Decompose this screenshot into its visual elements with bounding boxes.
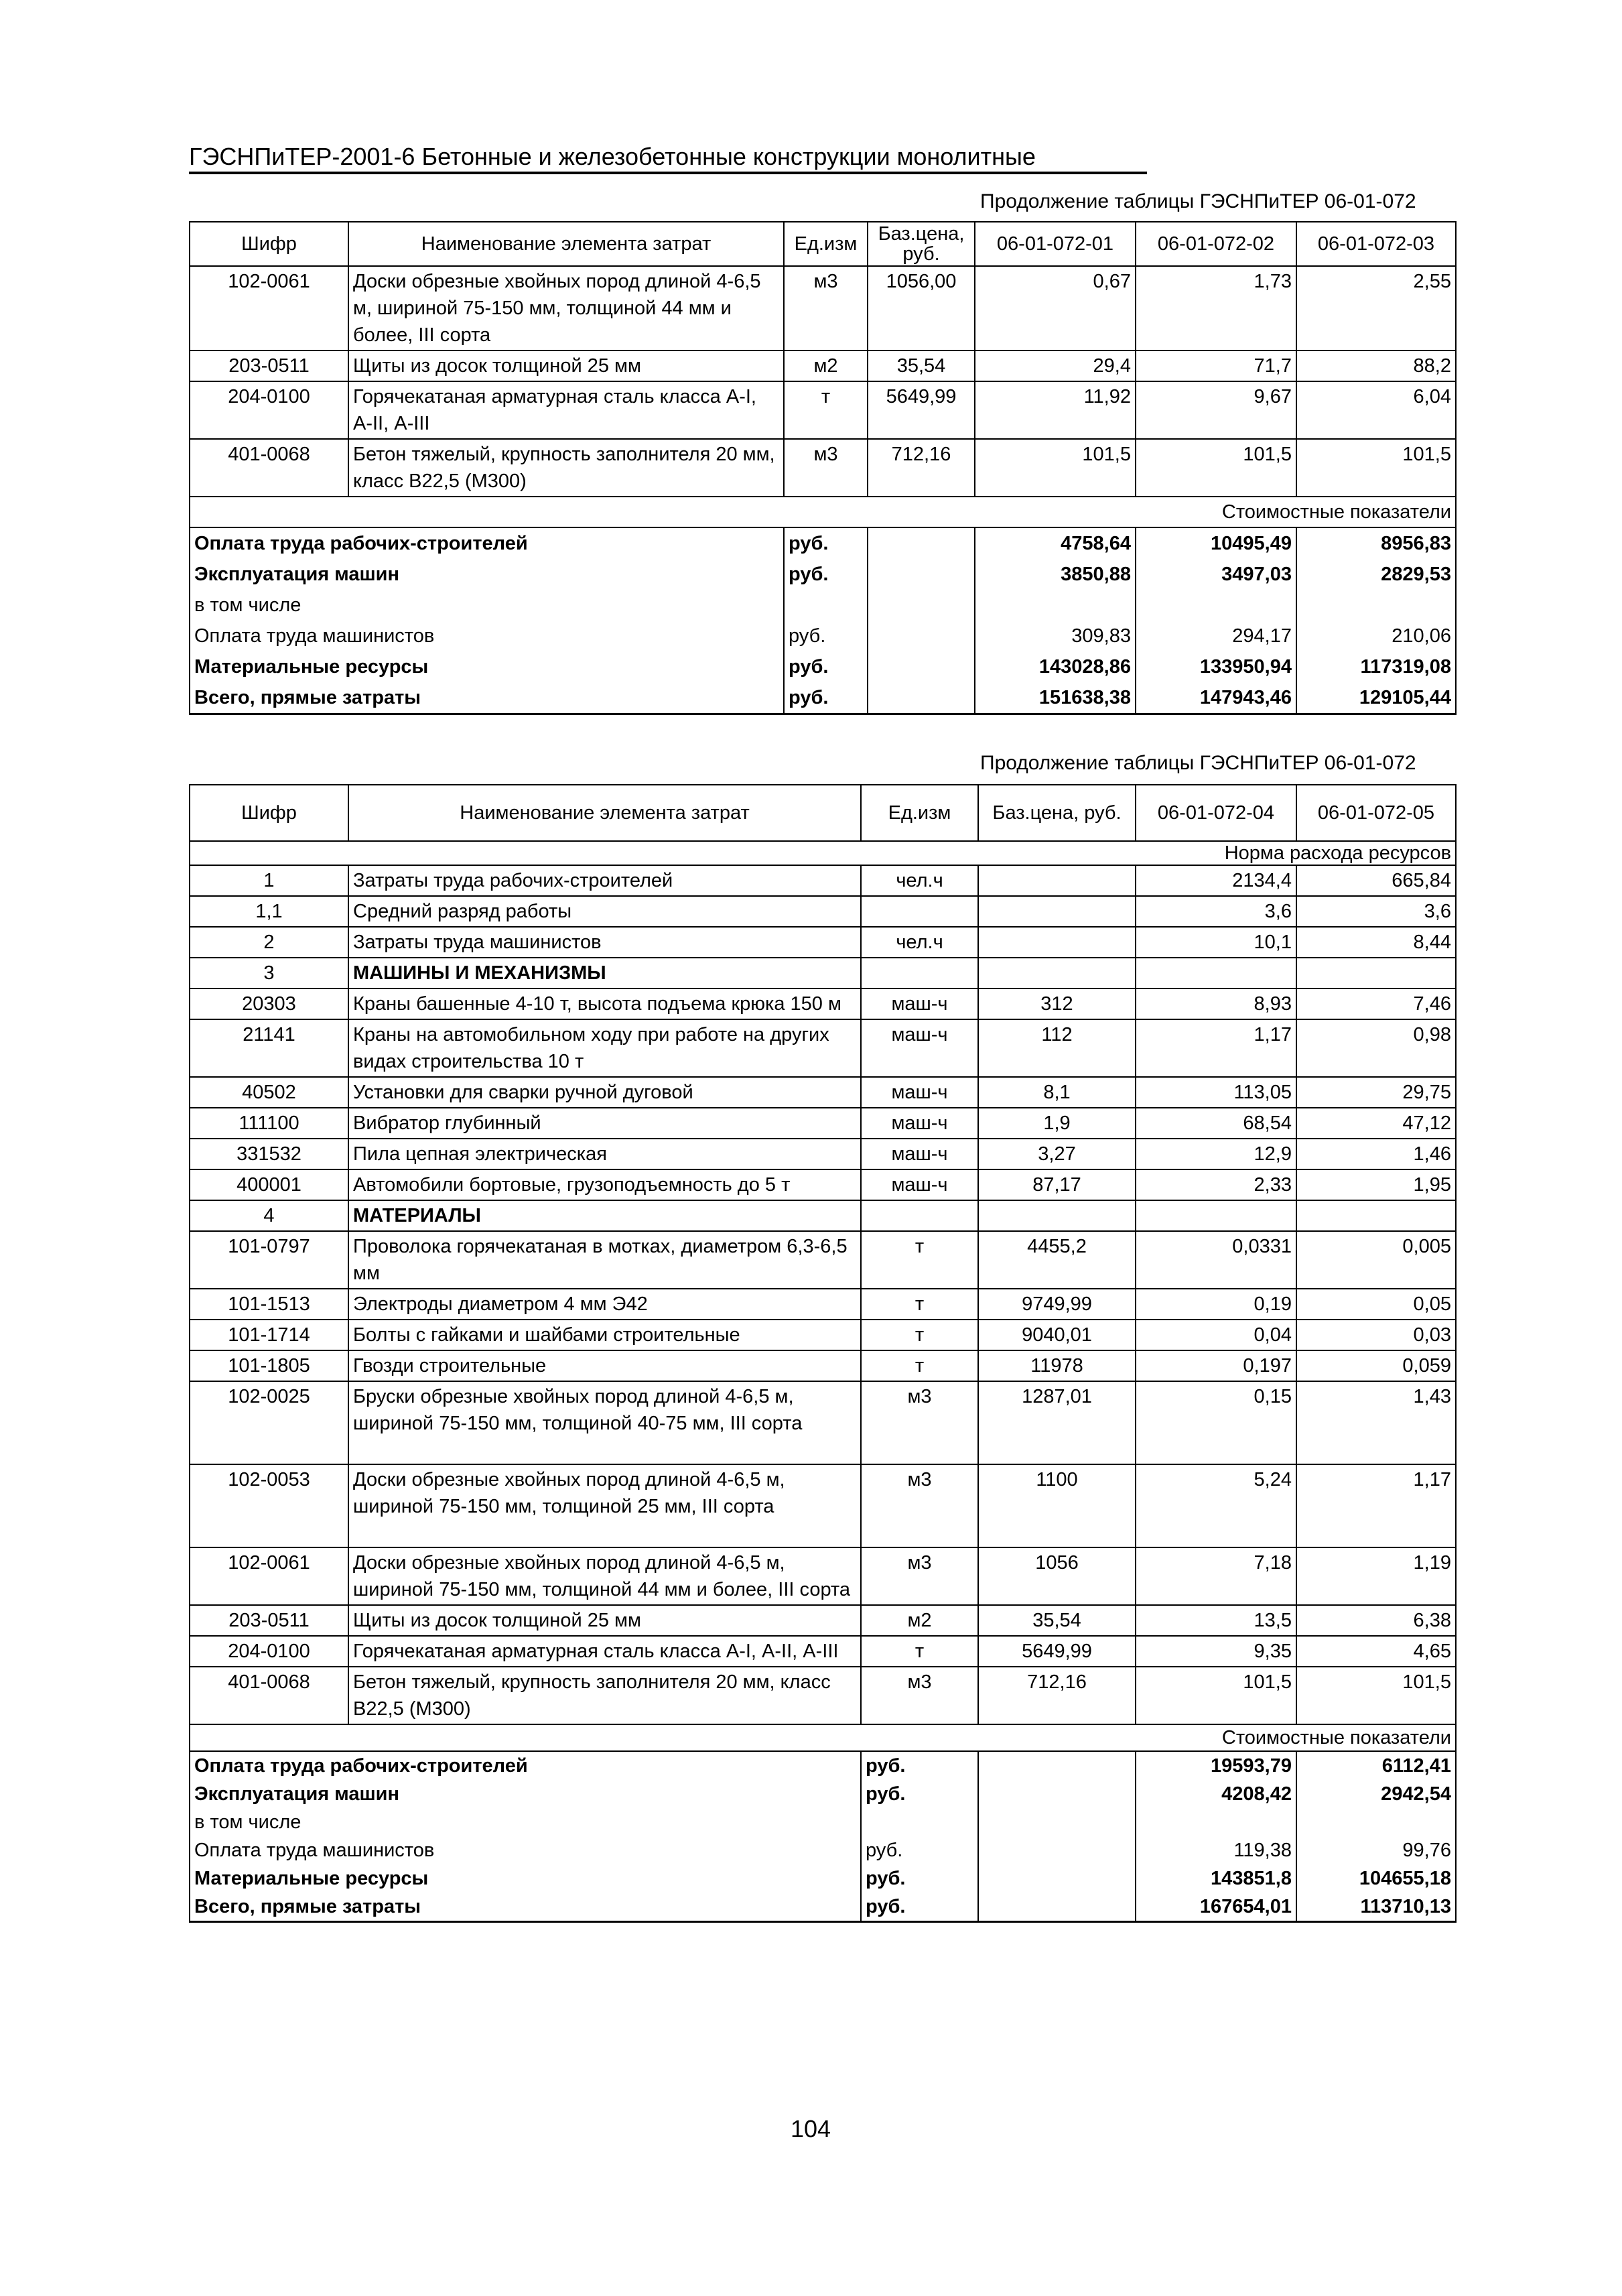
cell-value: 0,059 [1296,1350,1456,1381]
summary-unit: руб. [861,1780,978,1808]
cell-value: 71,7 [1136,350,1296,381]
cell-name: Гвозди строительные [348,1350,861,1381]
col-header-price: Баз.цена, руб. [868,222,975,266]
table-row [190,1547,1456,1605]
cell-price [978,1200,1136,1231]
cell-unit: маш-ч [861,988,978,1019]
cell-name: Горячекатаная арматурная сталь класса А-I, А-II, А-III [348,1636,861,1667]
cell-code: 102-0053 [190,1464,348,1547]
cell-value: 0,67 [975,266,1136,350]
cell-code: 204-0100 [190,1636,348,1667]
summary-label: Эксплуатация машин [190,1780,861,1808]
cell-name: Пила цепная электрическая [348,1139,861,1169]
cell-value: 101,5 [1136,439,1296,497]
summary-unit: руб. [784,559,868,590]
cell-price: 112 [978,1019,1136,1077]
cell-code: 204-0100 [190,381,348,439]
summary-value: 99,76 [1296,1836,1456,1864]
cell-name: Доски обрезные хвойных пород длиной 4-6,5 м, шириной 75-150 мм, толщиной 44 мм и более, III сорта [348,266,784,350]
summary-value: 10495,49 [1136,527,1296,559]
summary-label: Всего, прямые затраты [190,682,784,714]
summary-value: 3850,88 [975,559,1136,590]
table-row [190,381,1456,439]
summary-price [978,1864,1136,1893]
cell-price: 1056 [978,1547,1136,1605]
cell-value: 0,19 [1136,1289,1296,1320]
summary-value: 309,83 [975,621,1136,651]
cell-name: Средний разряд работы [348,896,861,927]
cell-price: 8,1 [978,1077,1136,1108]
cell-value: 2134,4 [1136,865,1296,896]
cell-name: Доски обрезные хвойных пород длиной 4-6,5 м, шириной 75-150 мм, толщиной 25 мм, III сорта [348,1464,861,1547]
summary-price [868,682,975,714]
table1-continuation-label: Продолжение таблицы ГЭСНПиТЕР 06-01-072 [980,190,1416,212]
summary-value: 4208,42 [1136,1780,1296,1808]
cell-value: 1,95 [1296,1169,1456,1200]
cell-value: 7,46 [1296,988,1456,1019]
summary-unit: руб. [861,1864,978,1893]
summary-label: Оплата труда машинистов [190,621,784,651]
summary-value: 151638,38 [975,682,1136,714]
cell-value: 13,5 [1136,1605,1296,1636]
summary-label: Всего, прямые затраты [190,1893,861,1922]
summary-price [868,621,975,651]
cell-code: 102-0025 [190,1381,348,1464]
section-heading-row [190,958,1456,988]
cell-unit [861,896,978,927]
resource-table-2 [189,784,1457,1923]
table-row [190,1464,1456,1547]
table-row [190,1667,1456,1724]
summary-value [975,590,1136,621]
cell-value: 29,4 [975,350,1136,381]
cell-value: 9,35 [1136,1636,1296,1667]
summary-value: 133950,94 [1136,651,1296,682]
summary-row [190,1836,1456,1864]
summary-row [190,621,1456,651]
section-row [190,497,1456,527]
cell-unit [861,1200,978,1231]
cell-name: Щиты из досок толщиной 25 мм [348,350,784,381]
summary-unit: руб. [861,1836,978,1864]
cell-code: 331532 [190,1139,348,1169]
summary-value [1296,1808,1456,1836]
summary-value: 117319,08 [1296,651,1456,682]
summary-row [190,1893,1456,1922]
summary-price [868,651,975,682]
summary-value: 8956,83 [1296,527,1456,559]
cell-unit: т [861,1231,978,1289]
cell-code: 102-0061 [190,1547,348,1605]
cell-value: 88,2 [1296,350,1456,381]
cell-value: 665,84 [1296,865,1456,896]
summary-value: 167654,01 [1136,1893,1296,1922]
cell-name: Проволока горячекатаная в мотках, диаметром 6,3-6,5 мм [348,1231,861,1289]
summary-unit: руб. [784,621,868,651]
cell-code: 102-0061 [190,266,348,350]
cell-value: 29,75 [1296,1077,1456,1108]
cell-code: 40502 [190,1077,348,1108]
table-row [190,1320,1456,1350]
cell-value: 6,04 [1296,381,1456,439]
cell-name: Бруски обрезные хвойных пород длиной 4-6,5 м, шириной 75-150 мм, толщиной 40-75 мм, III сорта [348,1381,861,1464]
cell-name: Краны башенные 4-10 т, высота подъема крюка 150 м [348,988,861,1019]
table-row [190,1381,1456,1464]
cell-code: 101-0797 [190,1231,348,1289]
summary-row [190,1751,1456,1780]
cell-value: 0,15 [1136,1381,1296,1464]
table-row [190,1108,1456,1139]
cell-unit: м3 [784,266,868,350]
cell-value [1296,1200,1456,1231]
cell-code: 20303 [190,988,348,1019]
summary-row [190,1808,1456,1836]
cell-price: 87,17 [978,1169,1136,1200]
table1-body [190,266,1456,497]
table-row [190,1139,1456,1169]
cell-value: 0,197 [1136,1350,1296,1381]
cell-code: 401-0068 [190,1667,348,1724]
cell-value: 47,12 [1296,1108,1456,1139]
summary-value: 2942,54 [1296,1780,1456,1808]
summary-label: Оплата труда машинистов [190,1836,861,1864]
cell-name: Затраты труда машинистов [348,927,861,958]
summary-unit: руб. [784,527,868,559]
cell-name: Электроды диаметром 4 мм Э42 [348,1289,861,1320]
summary-unit: руб. [861,1893,978,1922]
cell-value: 101,5 [1296,1667,1456,1724]
cell-price [978,927,1136,958]
cell-unit: маш-ч [861,1077,978,1108]
cell-name: Доски обрезные хвойных пород длиной 4-6,5 м, шириной 75-150 мм, толщиной 44 мм и более, III сорта [348,1547,861,1605]
cell-price: 1056,00 [868,266,975,350]
summary-price [978,1780,1136,1808]
cell-price [978,865,1136,896]
summary-value: 147943,46 [1136,682,1296,714]
cell-price: 712,16 [868,439,975,497]
table-row [190,1169,1456,1200]
cell-unit: маш-ч [861,1019,978,1077]
summary-price [978,1893,1136,1922]
table-row [190,865,1456,896]
summary-row [190,590,1456,621]
table1-summary [190,527,1456,714]
col-header-name: Наименование элемента затрат [348,785,861,841]
summary-value: 143028,86 [975,651,1136,682]
table-row [190,1350,1456,1381]
cell-price: 312 [978,988,1136,1019]
cell-code: 1,1 [190,896,348,927]
cell-code: 4 [190,1200,348,1231]
col-header-rate-05: 06-01-072-05 [1296,785,1456,841]
cell-value: 5,24 [1136,1464,1296,1547]
col-header-rate-02: 06-01-072-02 [1136,222,1296,266]
cell-price: 5649,99 [868,381,975,439]
cell-name: Бетон тяжелый, крупность заполнителя 20 мм, класс B22,5 (М300) [348,439,784,497]
cell-price: 4455,2 [978,1231,1136,1289]
cell-code: 101-1513 [190,1289,348,1320]
summary-value: 119,38 [1136,1836,1296,1864]
cell-value [1296,958,1456,988]
cell-value: 10,1 [1136,927,1296,958]
section-label: Стоимостные показатели [190,1724,1456,1751]
cell-unit: маш-ч [861,1108,978,1139]
cell-value: 1,73 [1136,266,1296,350]
cell-unit: чел.ч [861,927,978,958]
cell-value: 0,04 [1136,1320,1296,1350]
summary-unit: руб. [861,1751,978,1780]
cell-value: 4,65 [1296,1636,1456,1667]
cell-name: МАТЕРИАЛЫ [348,1200,861,1231]
cell-value: 6,38 [1296,1605,1456,1636]
cell-code: 400001 [190,1169,348,1200]
cell-unit: м3 [861,1464,978,1547]
summary-value: 129105,44 [1296,682,1456,714]
summary-price [978,1751,1136,1780]
col-header-rate-04: 06-01-072-04 [1136,785,1296,841]
cell-name: Краны на автомобильном ходу при работе на других видах строительства 10 т [348,1019,861,1077]
cell-name: Автомобили бортовые, грузоподъемность до 5 т [348,1169,861,1200]
summary-value: 6112,41 [1296,1751,1456,1780]
table2-continuation-label: Продолжение таблицы ГЭСНПиТЕР 06-01-072 [980,752,1416,774]
cell-price: 35,54 [978,1605,1136,1636]
cell-name: Горячекатаная арматурная сталь класса А-I, А-II, А-III [348,381,784,439]
cell-price [978,958,1136,988]
cell-value: 11,92 [975,381,1136,439]
cell-price: 1,9 [978,1108,1136,1139]
cell-value: 9,67 [1136,381,1296,439]
col-header-unit: Ед.изм [861,785,978,841]
cell-name: Установки для сварки ручной дуговой [348,1077,861,1108]
summary-label: в том числе [190,1808,861,1836]
cell-unit: м3 [861,1547,978,1605]
summary-price [868,590,975,621]
cell-code: 101-1714 [190,1320,348,1350]
table-row [190,1019,1456,1077]
summary-value: 294,17 [1136,621,1296,651]
cell-value: 8,93 [1136,988,1296,1019]
cell-unit [861,958,978,988]
page-header: ГЭСНПиТЕР-2001-6 Бетонные и железобетонные конструкции монолитные [189,142,1147,174]
col-header-code: Шифр [190,222,348,266]
cell-name: Затраты труда рабочих-строителей [348,865,861,896]
summary-unit: руб. [784,682,868,714]
cell-value: 12,9 [1136,1139,1296,1169]
summary-value: 210,06 [1296,621,1456,651]
cell-unit: маш-ч [861,1139,978,1169]
table1-header-row [190,222,1456,266]
summary-price [868,527,975,559]
summary-value: 3497,03 [1136,559,1296,590]
section-heading-row [190,1200,1456,1231]
cell-value: 68,54 [1136,1108,1296,1139]
cell-value: 0,005 [1296,1231,1456,1289]
cell-value: 1,17 [1136,1019,1296,1077]
cell-code: 401-0068 [190,439,348,497]
summary-row [190,651,1456,682]
summary-label: Материальные ресурсы [190,651,784,682]
table-row [190,1636,1456,1667]
col-header-price: Баз.цена, руб. [978,785,1136,841]
cell-code: 203-0511 [190,350,348,381]
cell-price: 35,54 [868,350,975,381]
summary-value [1296,590,1456,621]
summary-value [1136,590,1296,621]
cell-unit: м2 [861,1605,978,1636]
cell-value: 1,46 [1296,1139,1456,1169]
summary-unit [861,1808,978,1836]
summary-price [978,1836,1136,1864]
cell-unit: м3 [861,1381,978,1464]
table-row [190,266,1456,350]
cell-value: 1,19 [1296,1547,1456,1605]
col-header-rate-03: 06-01-072-03 [1296,222,1456,266]
cell-value: 0,03 [1296,1320,1456,1350]
summary-value: 104655,18 [1296,1864,1456,1893]
cell-price: 5649,99 [978,1636,1136,1667]
col-header-name: Наименование элемента затрат [348,222,784,266]
cell-unit: м3 [861,1667,978,1724]
col-header-code: Шифр [190,785,348,841]
cell-price: 9040,01 [978,1320,1136,1350]
cell-code: 2 [190,927,348,958]
cell-name: Щиты из досок толщиной 25 мм [348,1605,861,1636]
resource-table-1 [189,221,1457,715]
table-row [190,896,1456,927]
cell-name: МАШИНЫ И МЕХАНИЗМЫ [348,958,861,988]
cell-name: Бетон тяжелый, крупность заполнителя 20 мм, класс B22,5 (М300) [348,1667,861,1724]
summary-value: 19593,79 [1136,1751,1296,1780]
summary-row [190,1780,1456,1808]
cell-value: 3,6 [1136,896,1296,927]
cell-name: Вибратор глубинный [348,1108,861,1139]
cell-name: Болты с гайками и шайбами строительные [348,1320,861,1350]
summary-price [978,1808,1136,1836]
cell-code: 111100 [190,1108,348,1139]
cell-value: 3,6 [1296,896,1456,927]
table-row [190,1077,1456,1108]
cell-unit: т [784,381,868,439]
cell-unit: т [861,1289,978,1320]
summary-row [190,527,1456,559]
summary-label: Оплата труда рабочих-строителей [190,527,784,559]
table2-body [190,865,1456,1724]
table2-summary [190,1751,1456,1922]
summary-label: Оплата труда рабочих-строителей [190,1751,861,1780]
cell-value: 8,44 [1296,927,1456,958]
summary-label: в том числе [190,590,784,621]
cell-value: 2,33 [1136,1169,1296,1200]
summary-value: 4758,64 [975,527,1136,559]
summary-row [190,682,1456,714]
table-row [190,1605,1456,1636]
cell-unit: м2 [784,350,868,381]
table-row [190,439,1456,497]
cell-price: 712,16 [978,1667,1136,1724]
cell-unit: т [861,1320,978,1350]
cell-code: 101-1805 [190,1350,348,1381]
cell-code: 203-0511 [190,1605,348,1636]
col-header-unit: Ед.изм [784,222,868,266]
cell-code: 21141 [190,1019,348,1077]
summary-price [868,559,975,590]
cell-price [978,896,1136,927]
summary-label: Эксплуатация машин [190,559,784,590]
summary-unit [784,590,868,621]
summary-row [190,559,1456,590]
table-row [190,1289,1456,1320]
summary-unit: руб. [784,651,868,682]
cell-value: 101,5 [1136,1667,1296,1724]
table-row [190,927,1456,958]
cell-value [1136,1200,1296,1231]
cell-unit: т [861,1636,978,1667]
col-header-rate-01: 06-01-072-01 [975,222,1136,266]
section-row [190,1724,1456,1751]
cell-value: 101,5 [975,439,1136,497]
summary-label: Материальные ресурсы [190,1864,861,1893]
cell-code: 3 [190,958,348,988]
cell-unit: т [861,1350,978,1381]
cell-value: 2,55 [1296,266,1456,350]
cell-value: 1,43 [1296,1381,1456,1464]
summary-value: 143851,8 [1136,1864,1296,1893]
cell-value [1136,958,1296,988]
cell-value: 0,05 [1296,1289,1456,1320]
cell-unit: чел.ч [861,865,978,896]
cell-price: 1100 [978,1464,1136,1547]
cell-code: 1 [190,865,348,896]
table-row [190,1231,1456,1289]
cell-value: 113,05 [1136,1077,1296,1108]
summary-row [190,1864,1456,1893]
cell-price: 1287,01 [978,1381,1136,1464]
cell-unit: м3 [784,439,868,497]
cell-unit: маш-ч [861,1169,978,1200]
summary-value: 113710,13 [1296,1893,1456,1922]
cell-value: 7,18 [1136,1547,1296,1605]
table2-header-row [190,785,1456,841]
cell-price: 9749,99 [978,1289,1136,1320]
cell-price: 11978 [978,1350,1136,1381]
summary-value [1136,1808,1296,1836]
cell-value: 1,17 [1296,1464,1456,1547]
cell-value: 101,5 [1296,439,1456,497]
cell-price: 3,27 [978,1139,1136,1169]
page-number: 104 [790,2115,831,2143]
section-label: Норма расхода ресурсов [190,841,1456,865]
cell-value: 0,0331 [1136,1231,1296,1289]
cell-value: 0,98 [1296,1019,1456,1077]
table-row [190,350,1456,381]
summary-value: 2829,53 [1296,559,1456,590]
table-row [190,988,1456,1019]
section-row [190,841,1456,865]
section-label: Стоимостные показатели [190,497,1456,527]
